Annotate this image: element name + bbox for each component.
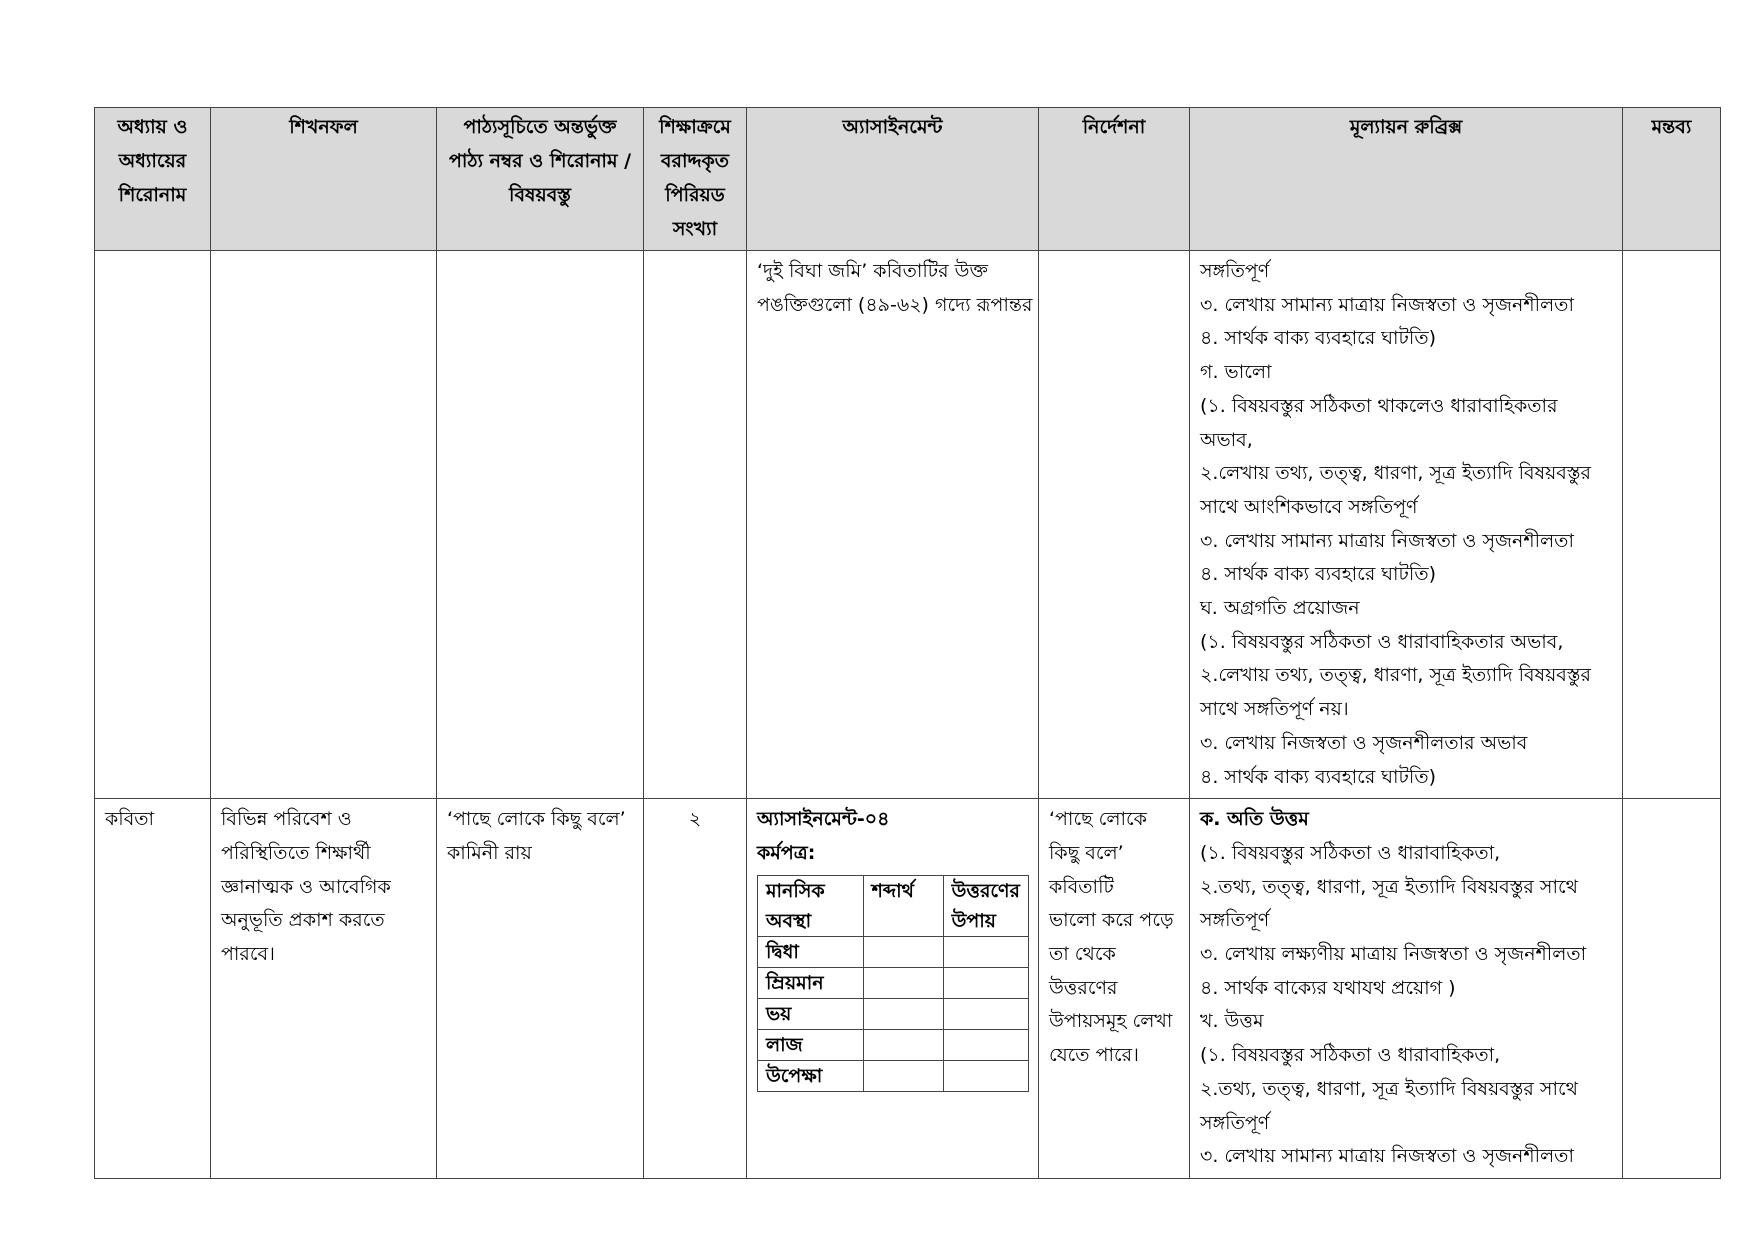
- rubric-line: (১. বিষয়বস্তুর সঠিকতা ও ধারাবাহিকতা,: [1200, 1044, 1501, 1067]
- rubric-line: ৩. লেখায় সামান্য মাত্রায় নিজস্বতা ও সৃজনশীলতা: [1200, 1145, 1574, 1168]
- worksheet-header: উত্তরণের উপায়: [943, 875, 1028, 936]
- instruction-line: উপায়সমূহ লেখা: [1049, 1010, 1173, 1033]
- outcome-line: বিভিন্ন পরিবেশ ও: [221, 808, 352, 831]
- header-rubric: মূল্যায়ন রুব্রিক্স: [1190, 108, 1623, 251]
- worksheet-cell: উপেক্ষা: [758, 1060, 864, 1091]
- instruction-line: ভালো করে পড়ে: [1049, 909, 1174, 932]
- rubric-line: (১. বিষয়বস্তুর সঠিকতা ও ধারাবাহিকতা,: [1200, 841, 1501, 864]
- worksheet-label: কর্মপত্র:: [757, 841, 816, 864]
- worksheet-blank-cell: [943, 1029, 1028, 1060]
- worksheet-cell: ম্রিয়মান: [758, 967, 864, 998]
- outcome-line: পরিস্থিতিতে শিক্ষার্থী: [221, 841, 371, 864]
- rubric-line: গ. ভালো: [1200, 361, 1272, 384]
- header-learning-outcome: শিখনফল: [211, 108, 437, 251]
- cell-text: [437, 251, 644, 799]
- worksheet-table: [757, 875, 1029, 1092]
- worksheet-cell: লাজ: [758, 1029, 864, 1060]
- rubric-line: (১. বিষয়বস্তুর সঠিকতা ও ধারাবাহিকতার অভাব,: [1200, 630, 1564, 653]
- cell-remarks: [1623, 799, 1721, 1179]
- rubric-line: ৩. লেখায় সামান্য মাত্রায় নিজস্বতা ও সৃজনশীলতা: [1200, 293, 1574, 316]
- worksheet-blank-cell: [943, 936, 1028, 967]
- worksheet-blank-cell: [943, 967, 1028, 998]
- assignment-line: পঙক্তিগুলো (৪৯-৬২) গদ্যে রূপান্তর: [757, 293, 1033, 316]
- rubric-line: ৪. সার্থক বাক্যের যথাযথ প্রয়োগ ): [1200, 976, 1456, 999]
- cell-remarks: [1623, 251, 1721, 799]
- rubric-line: সাথে আংশিকভাবে সঙ্গতিপূর্ণ: [1200, 495, 1418, 518]
- rubric-line: সঙ্গতিপূর্ণ: [1200, 909, 1270, 932]
- text-line: ‘পাছে লোকে কিছু বলে’: [447, 808, 626, 831]
- worksheet-blank-cell: [863, 967, 943, 998]
- rubric-line: ৪. সার্থক বাক্য ব্যবহারে ঘাটতি): [1200, 563, 1437, 586]
- instruction-line: তা থেকে: [1049, 943, 1116, 966]
- worksheet-blank-cell: [943, 1060, 1028, 1091]
- rubric-line: সঙ্গতিপূর্ণ: [1200, 1111, 1270, 1134]
- text-line: কামিনী রায়: [447, 841, 532, 864]
- cell-rubric: [1190, 799, 1623, 1179]
- instruction-line: উত্তরণের: [1049, 976, 1118, 999]
- header-instruction: নির্দেশনা: [1039, 108, 1190, 251]
- cell-rubric: [1190, 251, 1623, 799]
- cell-instruction: [1039, 251, 1190, 799]
- rubric-line: অভাব,: [1200, 428, 1253, 451]
- rubric-line: ৩. লেখায় লক্ষ্যণীয় মাত্রায় নিজস্বতা ও সৃজনশীলতা: [1200, 943, 1587, 966]
- cell-assignment: [747, 799, 1039, 1179]
- worksheet-header-row: [758, 875, 1029, 936]
- worksheet-blank-cell: [863, 1060, 943, 1091]
- instruction-line: কবিতাটি: [1049, 875, 1114, 898]
- rubric-line: ঘ. অগ্রগতি প্রয়োজন: [1200, 597, 1360, 620]
- cell-text: [437, 799, 644, 1179]
- worksheet-cell: দ্বিধা: [758, 936, 864, 967]
- header-chapter: অধ্যায় ও অধ্যায়ের শিরোনাম: [95, 108, 211, 251]
- table-row: [95, 251, 1721, 799]
- rubric-line: ২.তথ্য, তত্ত্ব, ধারণা, সূত্র ইত্যাদি বিষয়বস্তুর সাথে: [1200, 875, 1578, 898]
- worksheet-row: [758, 998, 1029, 1029]
- worksheet-row: [758, 936, 1029, 967]
- worksheet-header: শব্দার্থ: [863, 875, 943, 936]
- worksheet-blank-cell: [943, 998, 1028, 1029]
- header-assignment: অ্যাসাইনমেন্ট: [747, 108, 1039, 251]
- rubric-line: ৪. সার্থক বাক্য ব্যবহারে ঘাটতি): [1200, 765, 1437, 788]
- rubric-line: ৩. লেখায় নিজস্বতা ও সৃজনশীলতার অভাব: [1200, 731, 1528, 754]
- header-row: [95, 108, 1721, 251]
- lesson-plan-table: [94, 107, 1721, 1179]
- assignment-title: অ্যাসাইনমেন্ট-০৪: [757, 808, 890, 831]
- cell-outcome: [211, 251, 437, 799]
- instruction-line: ‘পাছে লোকে: [1049, 808, 1147, 831]
- rubric-line: ২.লেখায় তথ্য, তত্ত্ব, ধারণা, সূত্র ইত্যাদি বিষয়বস্তুর: [1200, 462, 1591, 485]
- worksheet-cell: ভয়: [758, 998, 864, 1029]
- cell-periods: ২: [644, 799, 747, 1179]
- worksheet-header: মানসিক অবস্থা: [758, 875, 864, 936]
- outcome-line: পারবে।: [221, 943, 275, 966]
- rubric-line: খ. উত্তম: [1200, 1010, 1264, 1033]
- cell-periods: [644, 251, 747, 799]
- worksheet-row: [758, 1029, 1029, 1060]
- rubric-line: ৩. লেখায় সামান্য মাত্রায় নিজস্বতা ও সৃজনশীলতা: [1200, 529, 1574, 552]
- worksheet-row: [758, 1060, 1029, 1091]
- header-period-count: শিক্ষাক্রমে বরাদ্দকৃত পিরিয়ড সংখ্যা: [644, 108, 747, 251]
- header-remarks: মন্তব্য: [1623, 108, 1721, 251]
- cell-chapter: [95, 251, 211, 799]
- rubric-line: সাথে সঙ্গতিপূর্ণ নয়।: [1200, 698, 1349, 721]
- rubric-line: (১. বিষয়বস্তুর সঠিকতা থাকলেও ধারাবাহিকতার: [1200, 394, 1558, 417]
- rubric-line: ২.তথ্য, তত্ত্ব, ধারণা, সূত্র ইত্যাদি বিষয়বস্তুর সাথে: [1200, 1077, 1578, 1100]
- worksheet-blank-cell: [863, 998, 943, 1029]
- cell-chapter: কবিতা: [95, 799, 211, 1179]
- rubric-heading: ক. অতি উত্তম: [1200, 808, 1309, 831]
- worksheet-blank-cell: [863, 1029, 943, 1060]
- rubric-line: সঙ্গতিপূর্ণ: [1200, 260, 1270, 282]
- cell-assignment: [747, 251, 1039, 799]
- assignment-line: ‘দুই বিঘা জমি’ কবিতাটির উক্ত: [757, 260, 988, 282]
- outcome-line: অনুভূতি প্রকাশ করতে: [221, 909, 385, 932]
- instruction-line: কিছু বলে’: [1049, 841, 1124, 864]
- cell-instruction: [1039, 799, 1190, 1179]
- table-row: [95, 799, 1721, 1179]
- worksheet-blank-cell: [863, 936, 943, 967]
- worksheet-row: [758, 967, 1029, 998]
- rubric-line: ২.লেখায় তথ্য, তত্ত্ব, ধারণা, সূত্র ইত্যাদি বিষয়বস্তুর: [1200, 664, 1591, 687]
- instruction-line: যেতে পারে।: [1049, 1044, 1139, 1067]
- outcome-line: জ্ঞানাত্মক ও আবেগিক: [221, 875, 391, 898]
- rubric-line: ৪. সার্থক বাক্য ব্যবহারে ঘাটতি): [1200, 327, 1437, 350]
- header-text-content: পাঠ্যসূচিতে অন্তর্ভুক্ত পাঠ্য নম্বর ও শিরোনাম / বিষয়বস্তু: [437, 108, 644, 251]
- cell-outcome: [211, 799, 437, 1179]
